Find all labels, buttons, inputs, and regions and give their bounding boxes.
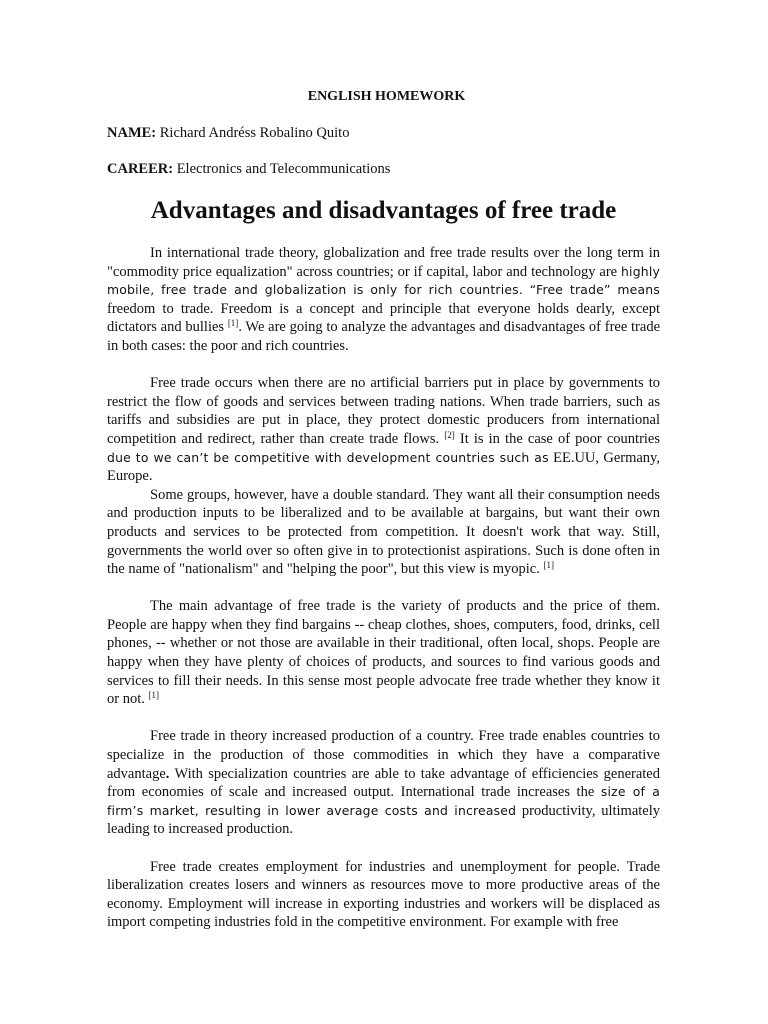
paragraph-1 bbox=[107, 244, 660, 356]
paragraph-1-text-d: . We are going to analyze the advantages and disadvantages of free trade in both cases: the poor and rich countries. bbox=[107, 319, 661, 354]
paragraph-4 bbox=[107, 597, 660, 709]
paragraph-1-text-a: In international trade theory, globalization and free trade results over the long term in "commodity price equalization" across countries; or if capital, labor and technology are bbox=[107, 245, 660, 280]
paragraph-4-text-a: The main advantage of free trade is the variety of products and the price of them. People are happy when they find bargains -- cheap clothes, shoes, computers, food, drinks, cell phones, -- whether or not those are available in their traditional, often local, shops. People are happy when they have plenty of choices of products, and sources to find various goods and services to fill their needs. In this sense most people advocate free trade whether they know it or not. bbox=[107, 598, 660, 708]
paragraph-2-text-b: It is in the case of poor countries bbox=[454, 430, 661, 447]
name-label: NAME: bbox=[107, 125, 157, 141]
paragraph-5-text-a: Free trade in theory increased production of a country. Free trade enables countries to specialize in the production of those commodities in which they have a comparative advantage bbox=[107, 728, 660, 782]
name-value: Richard Andréss Robalino Quito bbox=[159, 125, 350, 141]
career-label: CAREER: bbox=[107, 161, 174, 177]
citation-ref: [1] bbox=[543, 560, 554, 571]
paragraph-2-text-a: Free trade occurs when there are no artificial barriers put in place by governments to restrict the flow of goods and services between trading nations. When trade barriers, such as tariffs and subsidies are put in place, they protect domestic producers from international competition and redirect, rather than create trade flows. bbox=[107, 375, 660, 447]
paragraph-6-text-a: Free trade creates employment for industries and unemployment for people. Trade liberalization creates losers and winners as resources move to more productive areas of the economy. Employment will increase in exporting industries and workers will be displaced as import competing industries fold in the competitive environment. For example with free bbox=[107, 858, 660, 931]
paragraph-2-text-c: due to we can’t be competitive with development countries such as bbox=[107, 449, 549, 465]
paragraph-5-bold-period: . bbox=[165, 765, 170, 782]
paragraph-5-text-c: size of a firm’s market, resulting in lower average costs and increased bbox=[107, 784, 660, 818]
paragraph-2-text-d: EE.UU, Germany, Europe. bbox=[107, 449, 660, 485]
paragraph-5-text-d: productivity, ultimately leading to increased production. bbox=[107, 802, 660, 838]
paragraph-1-text-c: freedom to trade. Freedom is a concept and principle that everyone holds dearly, except dictators and bullies bbox=[107, 300, 660, 336]
name-line bbox=[107, 124, 660, 142]
homework-heading: ENGLISH HOMEWORK bbox=[307, 89, 466, 104]
paragraph-5-text-b: With specialization countries are able to take advantage of efficiencies generated from economies of scale and increased output. International trade increases the bbox=[107, 765, 660, 801]
citation-ref: [1] bbox=[227, 318, 239, 329]
paragraph-2 bbox=[107, 374, 660, 486]
paragraph-5 bbox=[107, 727, 660, 839]
paragraph-6 bbox=[107, 858, 660, 932]
career-value: Electronics and Telecommunications bbox=[176, 161, 391, 177]
citation-ref: [1] bbox=[148, 690, 159, 701]
career-line bbox=[107, 160, 660, 178]
paragraph-3 bbox=[107, 486, 660, 579]
essay-title: Advantages and disadvantages of free trade bbox=[150, 197, 617, 224]
paragraph-3-text-a: Some groups, however, have a double standard. They want all their consumption needs and production inputs to be liberalized and to be available at bargains, but want their own products and services to be protected from competition. It doesn't work that way. Still, governments the world over so often give in to protectionist aspirations. Such is done often in the name of "nationalism" and "helping the poor", but this view is myopic. bbox=[107, 486, 660, 578]
citation-ref: [2] bbox=[444, 429, 455, 440]
paragraph-1-text-b: highly mobile, free trade and globalization is only for rich countries. “Free trade” means bbox=[107, 263, 660, 298]
